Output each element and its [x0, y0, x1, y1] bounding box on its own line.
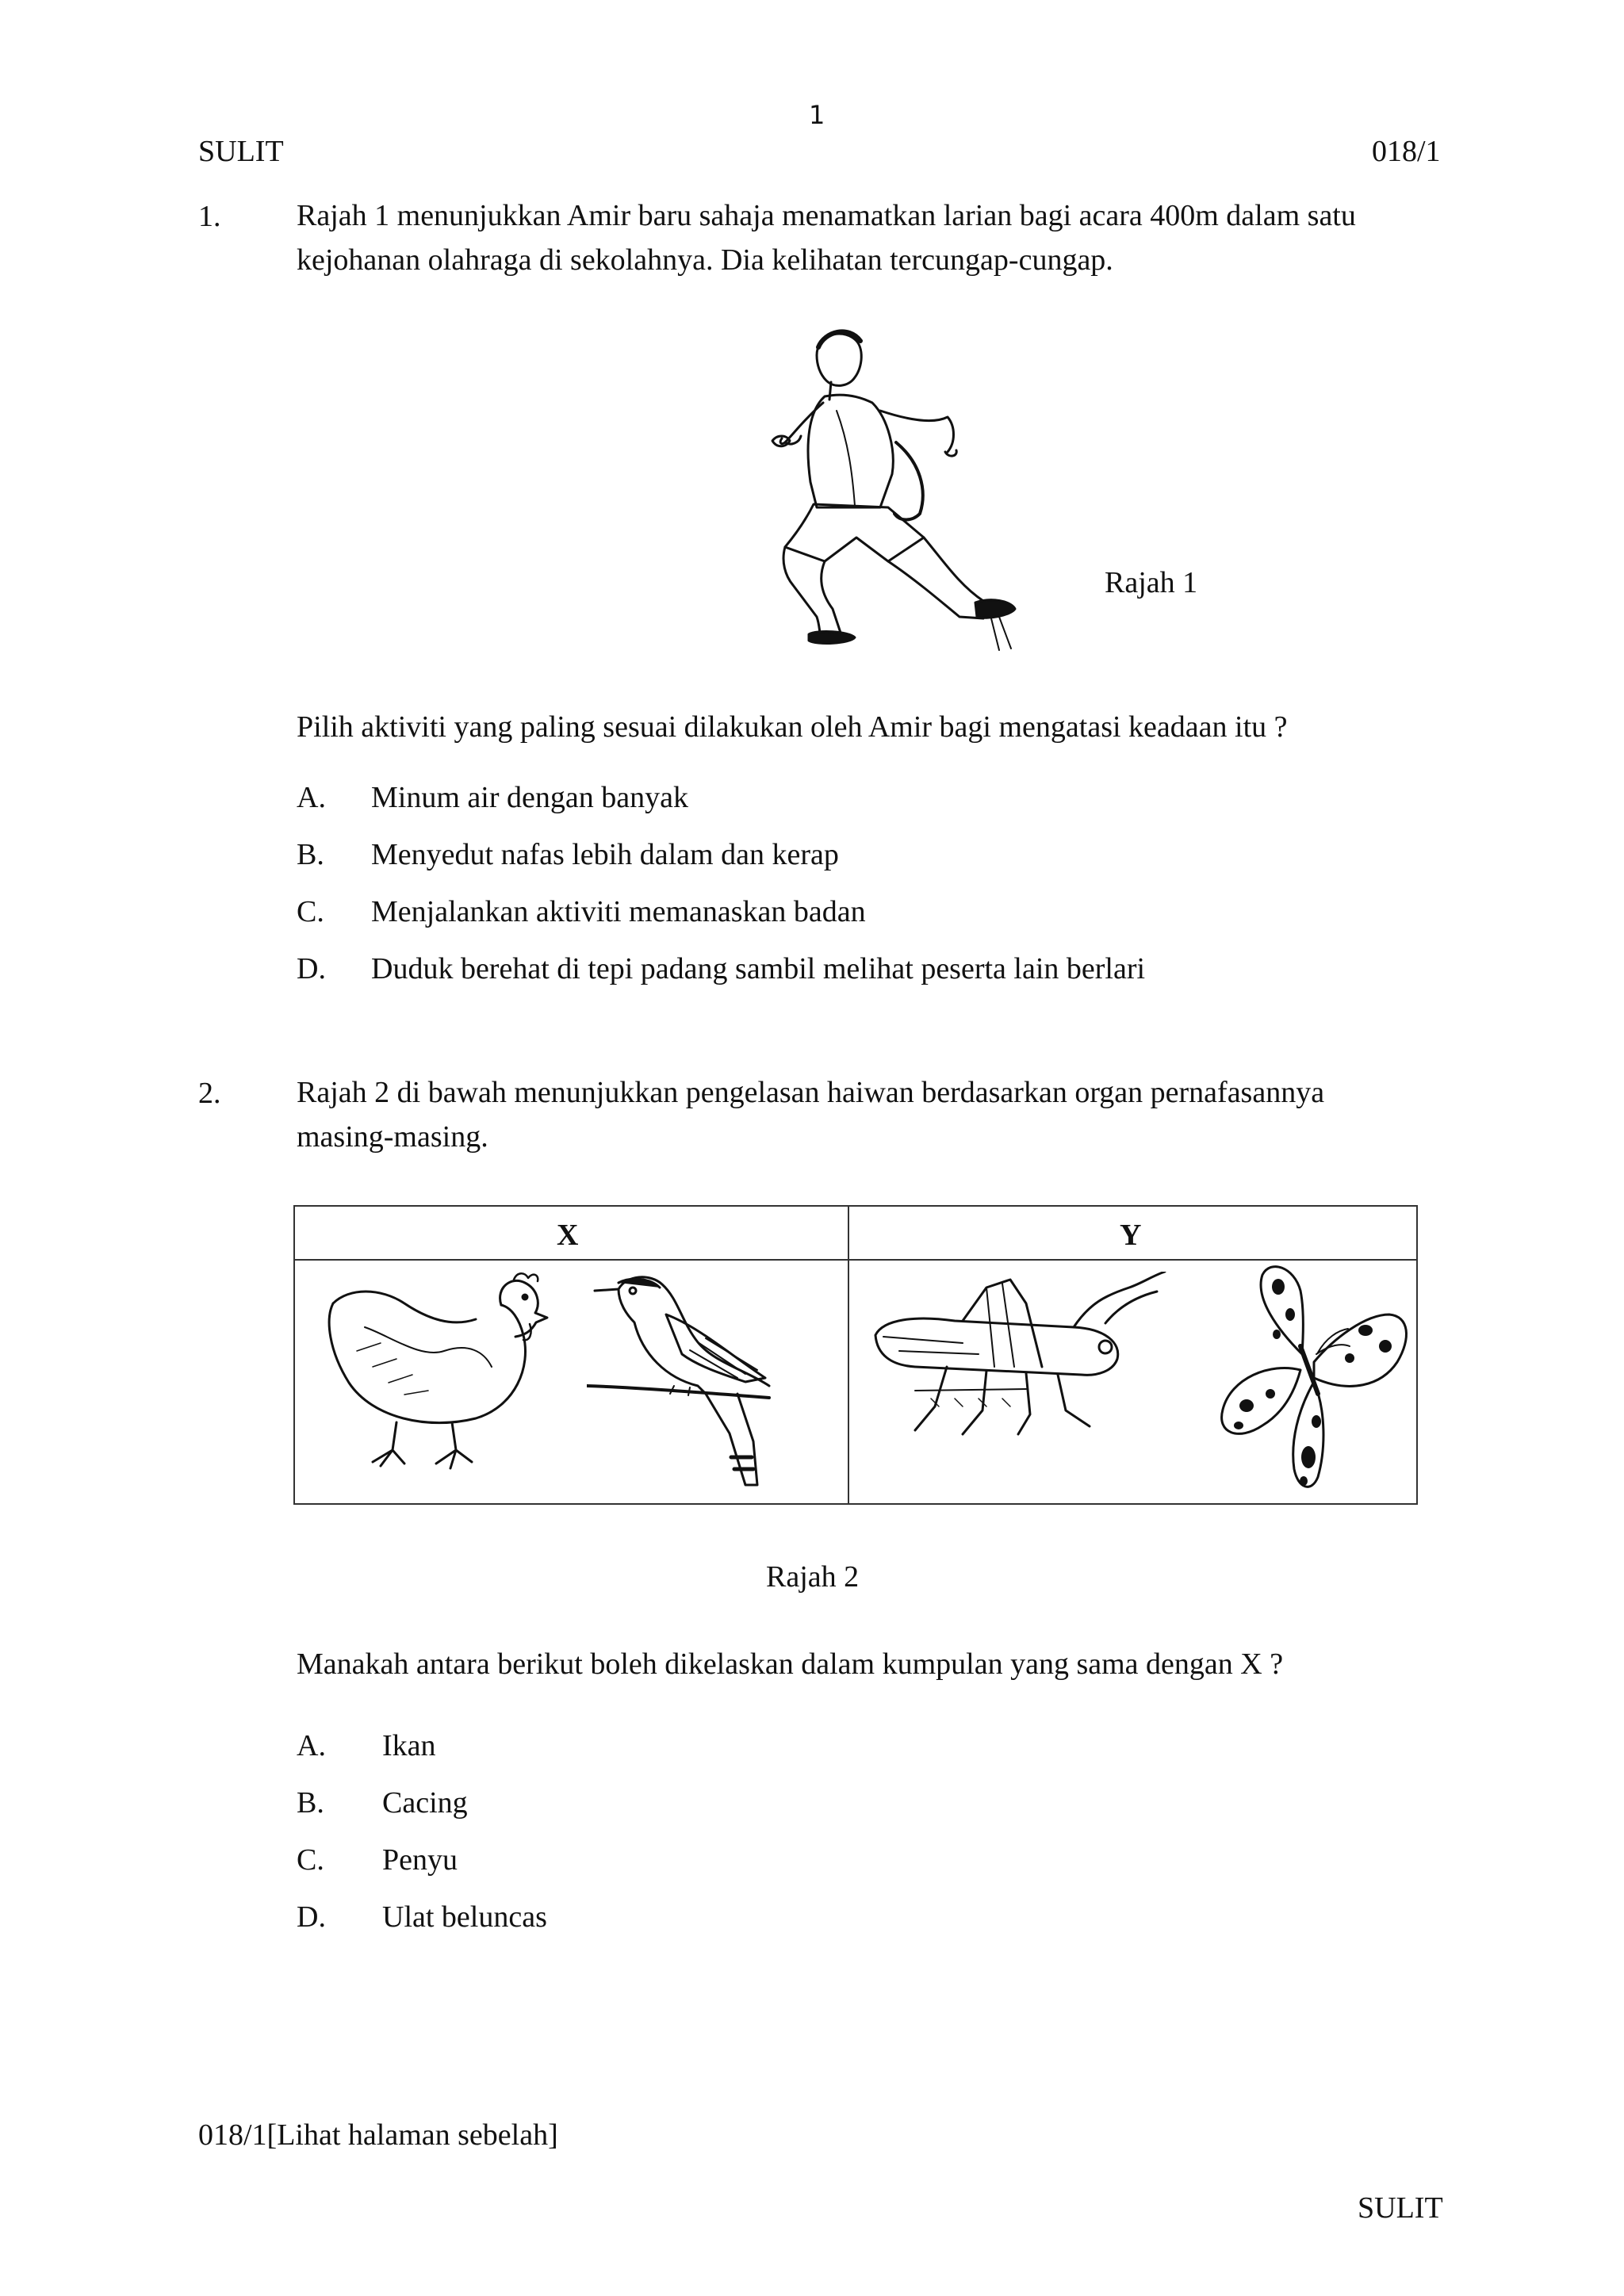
table-divider [848, 1207, 849, 1503]
q1-option-a-text: Minum air dengan banyak [371, 781, 688, 814]
q2-number: 2. [198, 1077, 221, 1110]
q1-option-d-text: Duduk berehat di tepi padang sambil melihat peserta lain berlari [371, 952, 1146, 985]
classification-table [293, 1205, 1418, 1505]
q2-option-d-text: Ulat beluncas [382, 1900, 547, 1934]
butterfly-illustration [1207, 1259, 1413, 1497]
q1-option-c-letter: C. [297, 895, 324, 928]
q2-stem: Rajah 2 di bawah menunjukkan pengelasan haiwan berdasarkan organ pernafasannya masing-masing. [297, 1076, 1325, 1154]
q1-option-c-text: Menjalankan aktiviti memanaskan badan [371, 895, 866, 928]
table-header-y: Y [1120, 1219, 1142, 1252]
q2-option-b-text: Cacing [382, 1786, 468, 1820]
grasshopper-illustration [868, 1272, 1177, 1478]
q2-option-a-text: Ikan [382, 1729, 436, 1762]
header-classification: SULIT [198, 135, 284, 168]
q2-option-b-letter: B. [297, 1786, 324, 1820]
q2-option-c-letter: C. [297, 1843, 324, 1877]
header-paper-code: 018/1 [1372, 135, 1441, 168]
q1-option-a-letter: A. [297, 781, 326, 814]
hen-illustration [317, 1272, 555, 1486]
runner-illustration [761, 323, 1047, 656]
table-header-row [295, 1207, 1416, 1261]
q1-option-d-letter: D. [297, 952, 326, 985]
q2-option-d-letter: D. [297, 1900, 326, 1934]
bird-illustration [587, 1267, 825, 1497]
figure-label-rajah-1: Rajah 1 [1105, 566, 1198, 599]
q2-option-c-text: Penyu [382, 1843, 458, 1877]
footer-note: 018/1[Lihat halaman sebelah] [198, 2118, 558, 2152]
page-number: 1 [809, 100, 825, 130]
q1-option-b-letter: B. [297, 838, 324, 871]
figure-label-rajah-2: Rajah 2 [766, 1560, 860, 1594]
table-header-x: X [557, 1219, 579, 1252]
q1-question: Pilih aktiviti yang paling sesuai dilakukan oleh Amir bagi mengatasi keadaan itu ? [297, 710, 1288, 744]
q1-stem: Rajah 1 menunjukkan Amir baru sahaja menamatkan larian bagi acara 400m dalam satu kejohanan olahraga di sekolahnya. Dia kelihatan tercungap-cungap. [297, 199, 1356, 277]
footer-classification: SULIT [1358, 2191, 1443, 2225]
q2-option-a-letter: A. [297, 1729, 326, 1762]
q2-question: Manakah antara berikut boleh dikelaskan dalam kumpulan yang sama dengan X ? [297, 1647, 1284, 1681]
q1-option-b-text: Menyedut nafas lebih dalam dan kerap [371, 838, 839, 871]
q1-number: 1. [198, 200, 221, 233]
